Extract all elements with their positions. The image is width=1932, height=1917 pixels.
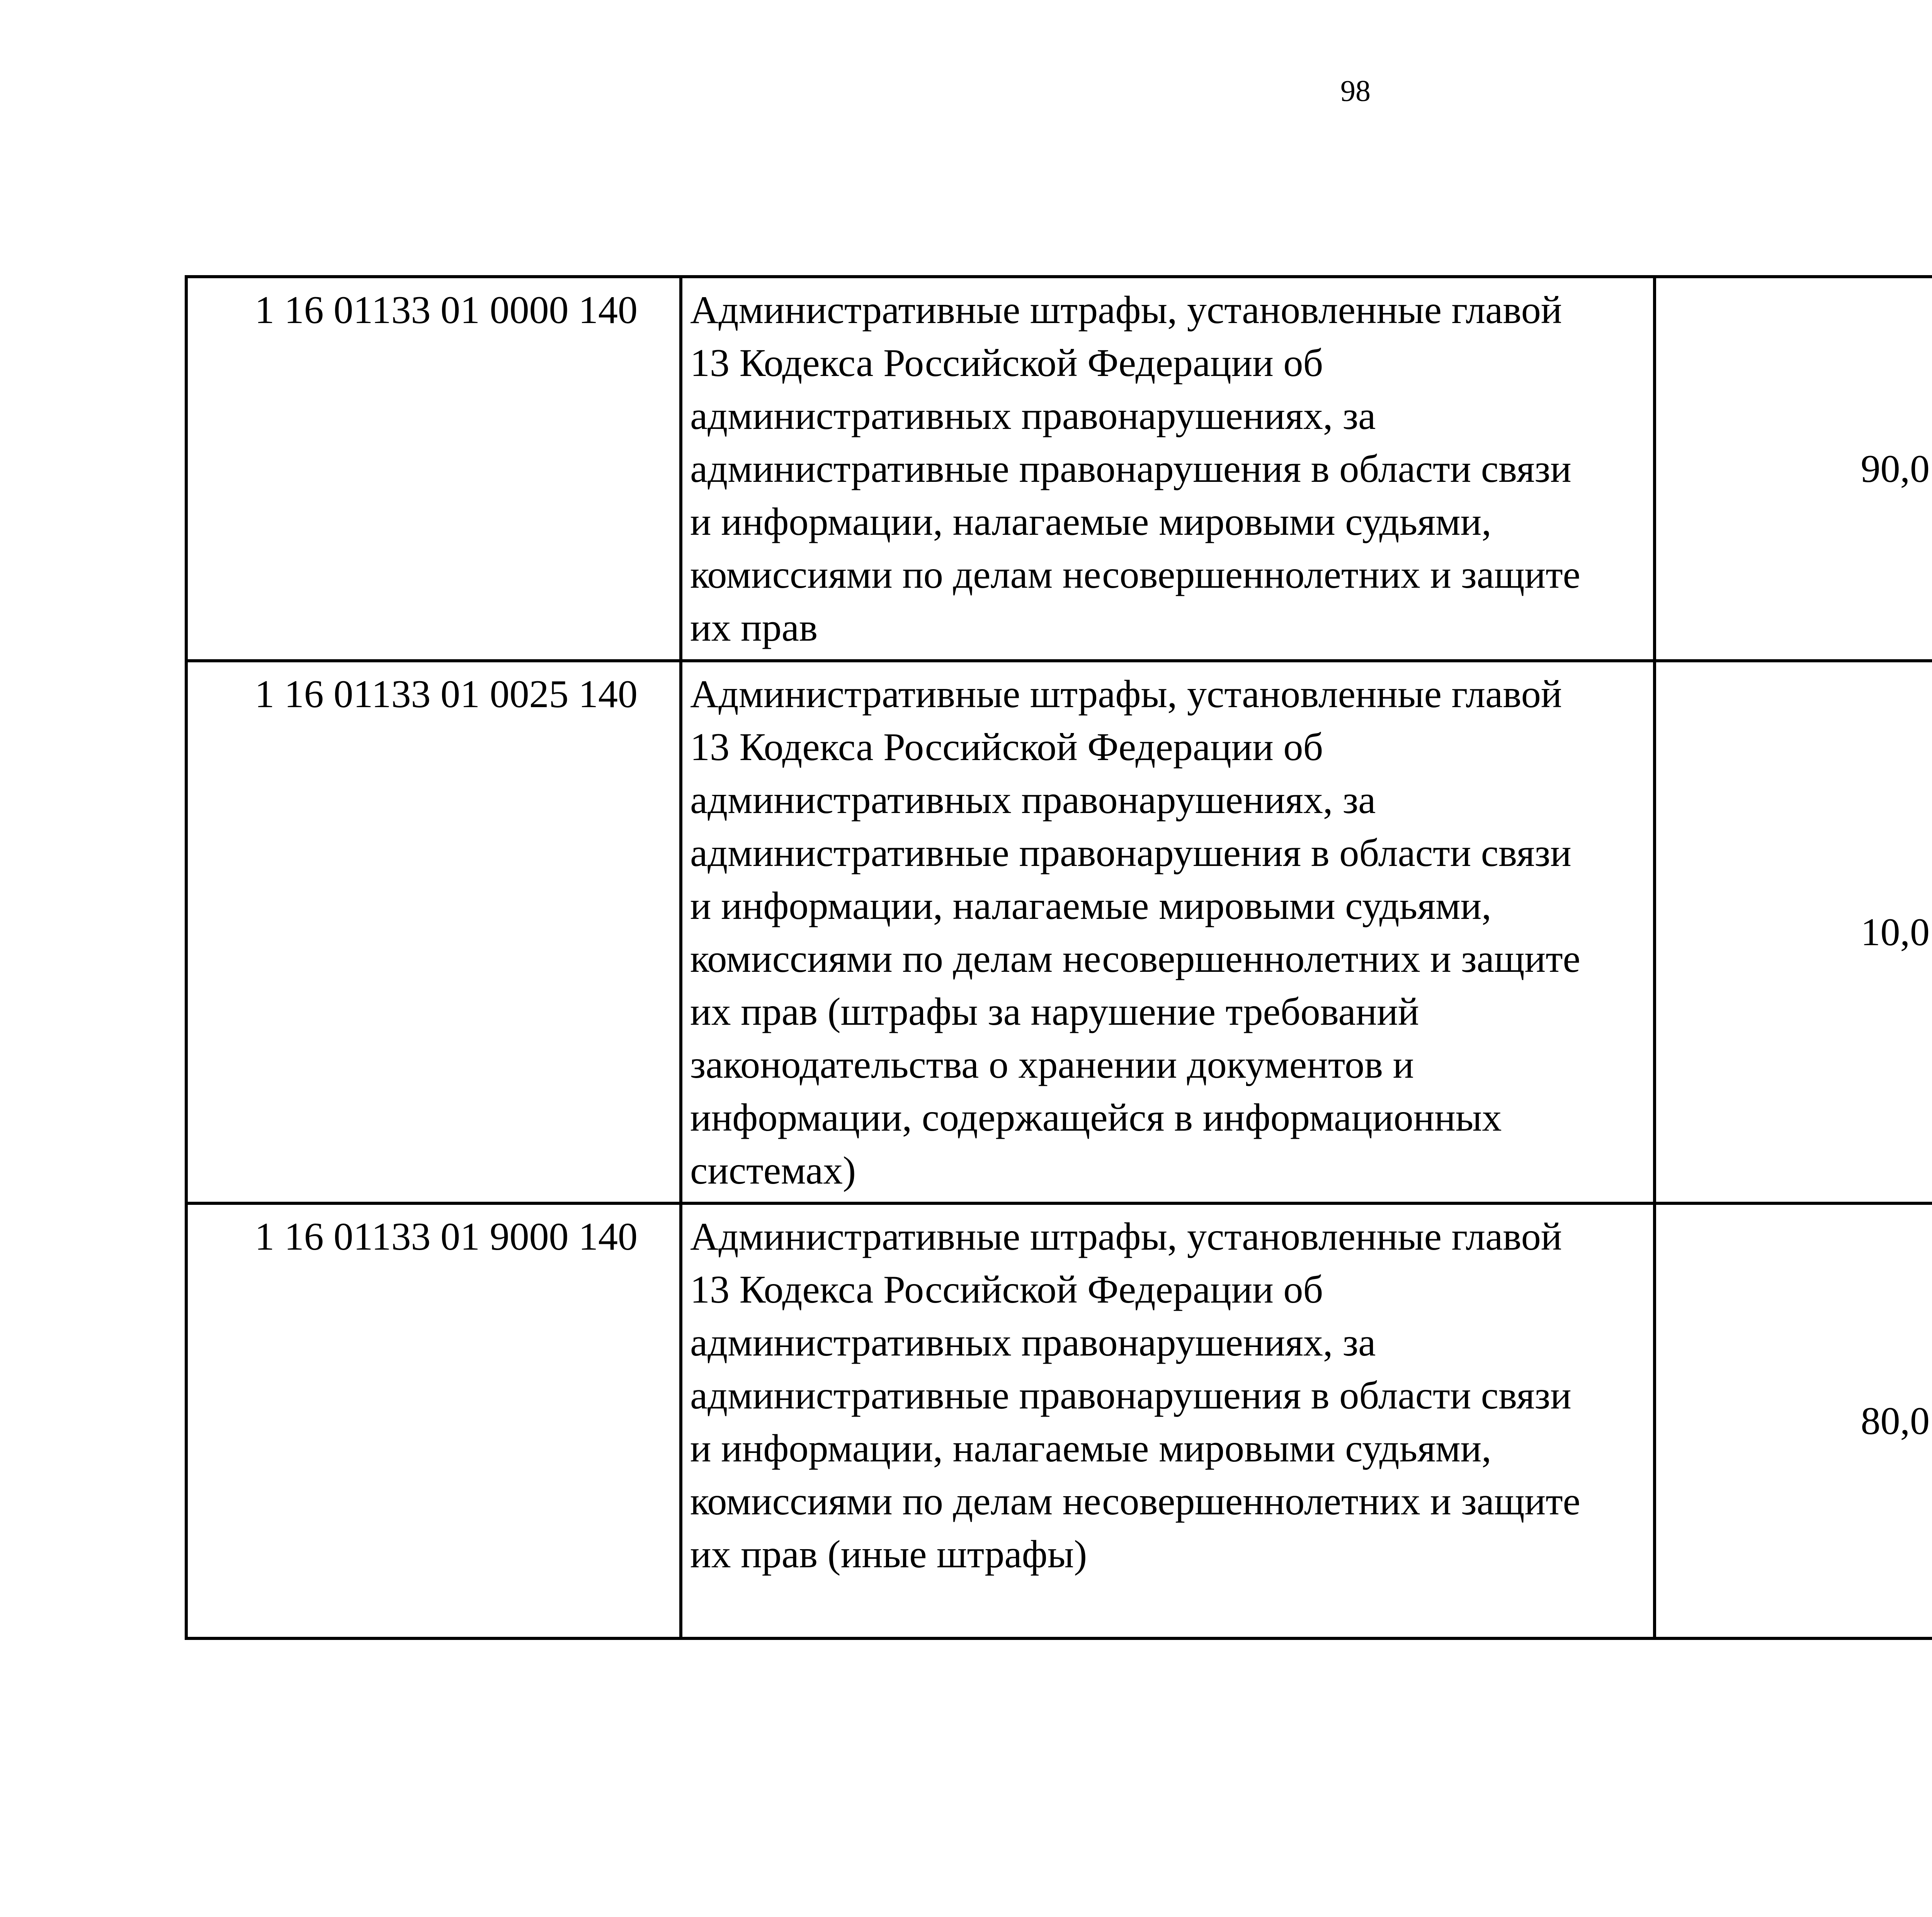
description-line: административные правонарушения в области связи (690, 1374, 1571, 1417)
budget-code-cell: 1 16 01133 01 0000 140 (186, 277, 681, 661)
budget-table (185, 275, 1932, 1640)
description-line: 13 Кодекса Российской Федерации об (690, 1268, 1323, 1311)
description-line: и информации, налагаемые мировыми судьями, (690, 884, 1492, 928)
description-line: административных правонарушениях, за (690, 778, 1376, 822)
description-cell (681, 277, 1655, 661)
table-row (186, 277, 1932, 661)
description-line: их прав (иные штрафы) (690, 1533, 1087, 1576)
value-cell: 90,0 (1655, 277, 1932, 661)
description-line: административных правонарушениях, за (690, 394, 1376, 438)
description-line: комиссиями по делам несовершеннолетних и защите (690, 553, 1580, 597)
description-cell (681, 1203, 1655, 1638)
description-line: комиссиями по делам несовершеннолетних и защите (690, 1480, 1580, 1523)
budget-code-cell: 1 16 01133 01 9000 140 (186, 1203, 681, 1638)
description-line: административные правонарушения в области связи (690, 831, 1571, 875)
description-line: их прав (690, 606, 818, 650)
description-line: их прав (штрафы за нарушение требований (690, 990, 1419, 1034)
description-line: информации, содержащейся в информационных (690, 1096, 1502, 1140)
description-line: Административные штрафы, установленные главой (690, 288, 1562, 332)
description-line: комиссиями по делам несовершеннолетних и защите (690, 937, 1580, 981)
page-number: 98 (1340, 74, 1371, 107)
value-cell: 80,0 (1655, 1203, 1932, 1638)
budget-code-cell: 1 16 01133 01 0025 140 (186, 661, 681, 1203)
description-line: 13 Кодекса Российской Федерации об (690, 725, 1323, 769)
description-line: и информации, налагаемые мировыми судьями, (690, 1427, 1492, 1470)
table-row (186, 1203, 1932, 1638)
description-line: Административные штрафы, установленные главой (690, 1215, 1562, 1259)
description-line: административные правонарушения в области связи (690, 447, 1571, 491)
description-line: 13 Кодекса Российской Федерации об (690, 341, 1323, 385)
table-row (186, 661, 1932, 1203)
description-line: законодательства о хранении документов и (690, 1043, 1414, 1087)
description-line: системах) (690, 1149, 856, 1192)
description-line: и информации, налагаемые мировыми судьями, (690, 500, 1492, 544)
description-line: административных правонарушениях, за (690, 1321, 1376, 1364)
value-cell: 10,0 (1655, 661, 1932, 1203)
description-cell (681, 661, 1655, 1203)
description-line: Административные штрафы, установленные главой (690, 672, 1562, 716)
